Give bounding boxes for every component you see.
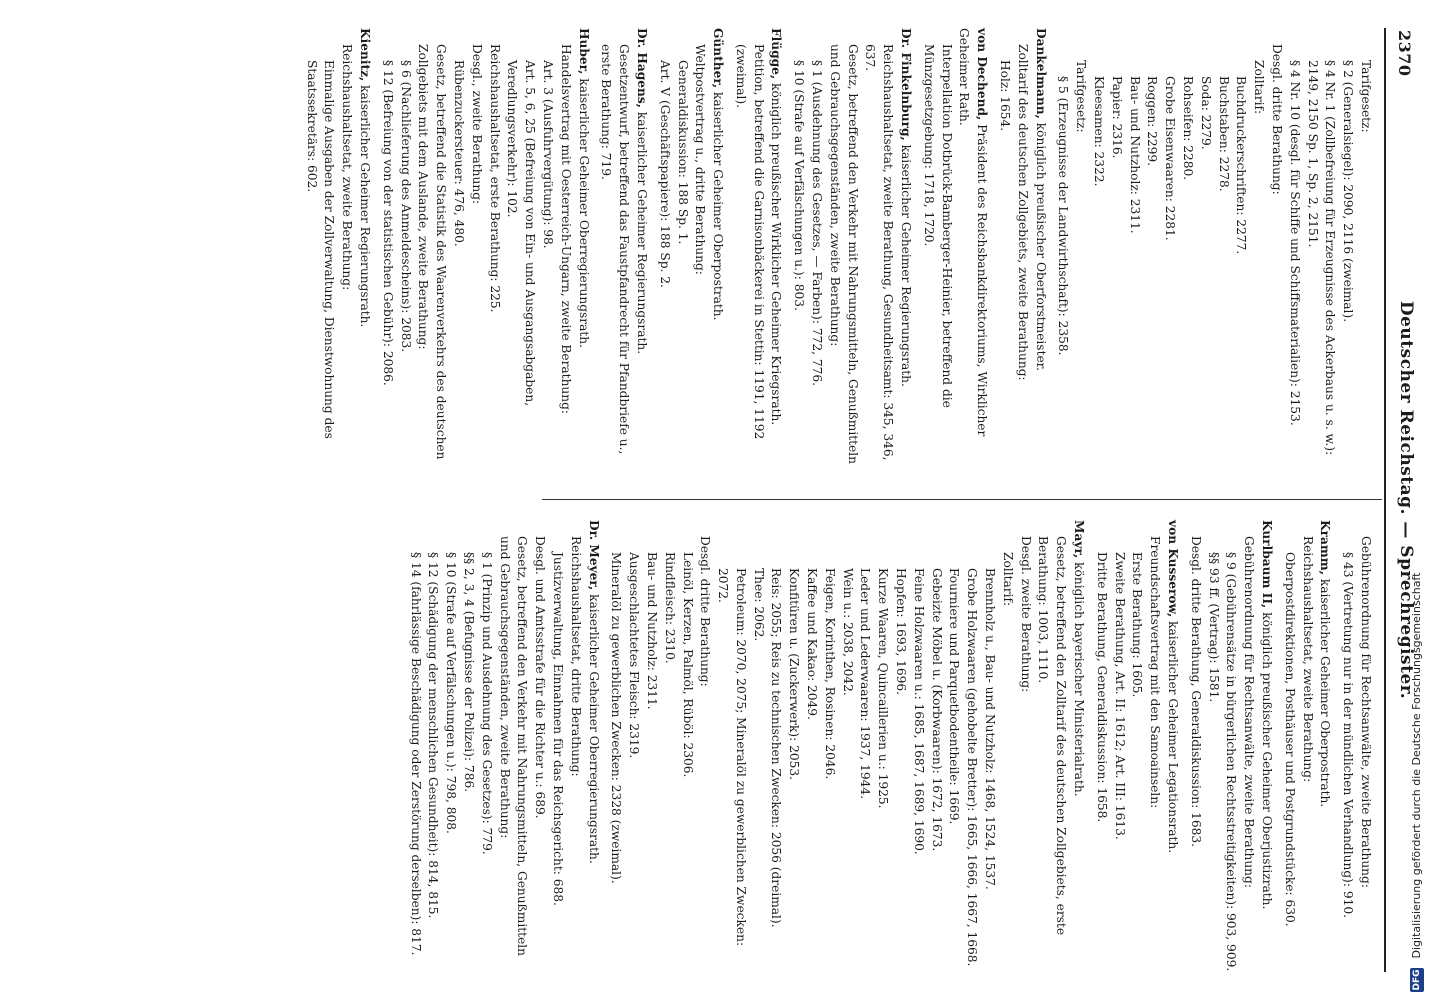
entry-text: Zolltarif:: [1000, 552, 1015, 607]
entry-text: Rübenzuckersteuer: 476, 480.: [451, 60, 466, 247]
reference-line: [998, 520, 1016, 972]
reference-line: [1214, 28, 1232, 480]
entry-text: Gesetz, betreffend den Verkehr mit Nahrungsmitteln, Genußmitteln und Gebrauchsgegenständen, zweite Berathung:: [497, 536, 530, 956]
entry-text: Kleesamen: 2322.: [1092, 76, 1107, 187]
reference-line: [691, 28, 709, 480]
entry-text: Einmalige Ausgaben der Zollverwaltung, Dienstwohnung des Staatssekretärs: 602.: [304, 60, 337, 439]
speaker-entry: [1163, 520, 1181, 972]
reference-line: [548, 520, 566, 972]
entry-text: Feigen, Korinthen, Rosinen: 2046.: [822, 568, 837, 780]
entry-text: Kurze Waaren, Quincaillerien u.: 1925.: [876, 568, 891, 809]
entry-text: §§ 93 ff. (Vertrag): 1581.: [1206, 552, 1221, 703]
reference-line: [1356, 28, 1374, 480]
entry-text: kaiserlicher Geheimer Oberpostrath.: [1318, 578, 1333, 808]
entry-text: Zolltarif:: [1252, 60, 1267, 115]
entry-text: Reichshaushaltsetat, zweite Berathung, Gesundheitsamt: 345, 346, 637.: [863, 44, 896, 461]
entry-text: Handelsvertrag mit Oesterreich-Ungarn, zweite Berathung:: [558, 44, 573, 415]
reference-line: [1186, 520, 1204, 972]
right-column: [406, 520, 1374, 972]
reference-line: [802, 520, 820, 972]
entry-text: Art. 3 (Ausfuhrvergütung): 98.: [540, 60, 555, 249]
speaker-name: Kienitz,: [357, 28, 372, 82]
reference-line: [1249, 28, 1267, 480]
entry-text: § 43 (Vertretung nur in der mündlichen Verhandlung): 910.: [1341, 552, 1356, 918]
entry-text: Justizverwaltung, Einnahmen für das Reichsgericht: 688.: [550, 552, 565, 906]
entry-text: Oberpostdirektionen, Posthäuser und Postgrundstücke: 630.: [1282, 552, 1297, 927]
entry-text: Art. V (Geschäftspapiere): 188 Sp. 2.: [657, 60, 672, 288]
reference-line: [1143, 28, 1161, 480]
speaker-name: Dr. Finkelnburg,: [899, 28, 914, 141]
page-number: 2370: [1395, 30, 1414, 77]
speaker-entry: [1257, 520, 1275, 972]
reference-line: [856, 520, 874, 972]
reference-line: [891, 520, 909, 972]
entry-text: Reichshaushaltsetat, dritte Berathung:: [568, 536, 583, 777]
reference-line: [538, 28, 556, 480]
speaker-entry: [1316, 520, 1334, 972]
entry-text: königlich preußischer Wirklicher Geheimer Kriegsrath.: [769, 83, 784, 426]
reference-line: [1356, 520, 1374, 972]
entry-text: Petroleum: 2070, 2075; Mineralöl zu gewerblichen Zwecken: 2072.: [716, 568, 748, 947]
reference-line: [1160, 28, 1178, 480]
entry-text: Ausgeschlachtetes Fleisch: 2319.: [627, 552, 642, 759]
entry-text: Bau- und Nutzholz: 2311.: [1127, 76, 1142, 234]
reference-line: [1222, 520, 1240, 972]
entry-text: Grobe Eisenwaaren: 2281.: [1163, 76, 1178, 241]
reference-line: [1054, 28, 1072, 480]
entry-text: § 14 (fahrlässige Beschädigung oder Zerstörung derselben): 817.: [408, 552, 423, 956]
entry-text: § 10 (Strafe auf Verfälschungen u.): 803.: [792, 60, 807, 311]
speaker-entry: [355, 28, 373, 480]
entry-text: Gebührenordnung für Rechtsanwälte, zweite Berathung:: [1242, 536, 1257, 888]
entry-text: Brennholz u., Bau- und Nutzholz: 1468, 1524, 1537.: [983, 568, 998, 890]
reference-line: [1092, 520, 1110, 972]
left-column: [302, 28, 1374, 480]
entry-text: Reis: 2055; Reis zu technischen Zwecken: 2056 (dreimal).: [769, 568, 784, 928]
speaker-entry: [1031, 28, 1049, 480]
entry-text: Tarifgesetz:: [1359, 60, 1373, 133]
speaker-name: von Kusserow,: [1166, 520, 1181, 618]
entry-text: § 4 Nr. 1 (Zollbefreiung für Erzeugnisse des Ackerbaus u. s. w.): 2149, 2150 Sp. 1, Sp. 2, 2151.: [1305, 60, 1338, 456]
entry-text: Hopfen: 1693, 1696.: [894, 568, 909, 695]
speaker-entry: [767, 28, 785, 480]
reference-line: [414, 28, 450, 480]
reference-line: [1071, 28, 1089, 480]
reference-line: [424, 520, 442, 972]
reference-line: [861, 28, 897, 480]
speaker-name: Dr. Meyer,: [586, 520, 601, 591]
reference-line: [838, 520, 856, 972]
entry-text: Reichshaushaltsetat, erste Berathung: 225.: [487, 44, 502, 313]
entry-spacer: [602, 520, 607, 972]
speaker-name: Kramm,: [1318, 520, 1333, 575]
entry-text: Kaffee und Kakao: 2049.: [805, 568, 820, 720]
reference-line: [731, 28, 767, 480]
reference-line: [945, 520, 963, 972]
reference-line: [485, 28, 503, 480]
reference-line: [655, 28, 673, 480]
entry-text: Tarifgesetz:: [1074, 60, 1089, 133]
reference-line: [503, 28, 539, 480]
entry-text: Thee: 2062.: [751, 568, 766, 642]
reference-line: [396, 28, 414, 480]
reference-line: [660, 520, 678, 972]
entry-text: § 6 (Nachlieferung des Anmeldescheins): 2083.: [398, 60, 413, 353]
entry-text: königlich preußischer Geheimer Oberjustizrath.: [1260, 612, 1275, 910]
entry-text: Soda: 2279.: [1198, 76, 1213, 150]
reference-line: [807, 28, 825, 480]
reference-line: [467, 28, 485, 480]
reference-line: [1338, 28, 1356, 480]
entry-text: königlich bayerischer Ministerialrath.: [1072, 562, 1087, 797]
footer-text: Digitalisierung gefördert durch die Deutsche Forschungsgemeinschaft: [1410, 572, 1423, 959]
reference-line: [1107, 28, 1125, 480]
entry-text: Dritte Berathung, Generaldiskussion: 1658.: [1094, 552, 1109, 823]
speaker-name: Dankelmann,: [1033, 28, 1048, 119]
reference-line: [1204, 520, 1222, 972]
entry-text: kaiserlicher Geheimer Regierungsrath.: [357, 85, 372, 328]
entry-text: Gesetz, betreffend die Statistik des Waarenverkehrs des deutschen Zollgebiets mit dem Auslande, zweite Berathung:: [416, 44, 449, 460]
entry-text: § 1 (Prinzip und Ausdehnung des Gesetzes): 779.: [479, 552, 494, 855]
column-divider: [542, 499, 1382, 500]
entry-text: Rohseifen: 2280.: [1181, 76, 1196, 181]
entry-text: Feine Holzwaaren u.: 1685, 1687, 1689, 1690.: [911, 568, 926, 855]
entry-text: Gesetz, betreffend den Verkehr mit Nahrungsmitteln, Genußmitteln und Gebrauchsgegenständen, zweite Berathung:: [827, 44, 860, 464]
dfg-logo: DFG: [1412, 969, 1422, 991]
speaker-name: Dr. Hagens,: [634, 28, 649, 109]
speaker-entry: [632, 28, 650, 480]
entry-text: Freundschaftsvertrag mit den Samoainseln:: [1148, 536, 1163, 809]
reference-line: [530, 520, 548, 972]
entry-text: Gesetz, betreffend den Zolltarif des deutschen Zollgebiets, erste Berathung: 1003, 1110.: [1036, 536, 1069, 936]
reference-line: [1280, 520, 1298, 972]
reference-line: [1034, 520, 1070, 972]
reference-line: [1089, 28, 1107, 480]
reference-line: [980, 520, 998, 972]
entry-text: Desgl. zweite Berathung:: [1018, 536, 1033, 693]
reference-line: [749, 520, 767, 972]
entry-spacer: [1049, 28, 1054, 480]
speaker-name: Günther,: [711, 28, 726, 89]
entry-text: Buchstaben: 2278.: [1216, 76, 1231, 192]
entry-text: Rindfleisch: 2310.: [662, 552, 677, 664]
entry-text: Interpellation Dotbrück-Bamberger-Heinier, betreffend die Münzgesetzgebung: 1718, 1720.: [921, 44, 954, 408]
reference-line: [767, 520, 785, 972]
entry-text: Desgl., zweite Berathung:: [469, 44, 484, 205]
reference-line: [1298, 520, 1316, 972]
reference-line: [624, 520, 642, 972]
reference-line: [785, 520, 803, 972]
entry-text: Konfitüren u. (Zuckerwerk): 2053.: [787, 568, 802, 781]
speaker-name: von Dechend,: [975, 28, 990, 121]
entry-text: § 12 (Befreiung von der statistischen Gebühr): 2086.: [380, 60, 395, 386]
reference-line: [1145, 520, 1163, 972]
entry-text: § 5 (Erzeugnisse der Landwirthschaft): 2358.: [1056, 76, 1071, 356]
speaker-entry: [955, 28, 991, 480]
entry-text: Gesetzentwurf, betreffend das Faustpfandrecht für Pfandbriefe u., erste Berathung: 719.: [599, 44, 632, 455]
reference-line: [607, 520, 625, 972]
entry-text: § 2 (Generalsiegel): 2090, 2116 (zweimal).: [1341, 60, 1356, 323]
entry-text: Grobe Holzwaaren (gehobelte Bretter): 1665, 1666, 1667, 1668.: [965, 568, 980, 967]
entry-text: kaiserlicher Geheimer Legationsrath.: [1166, 621, 1181, 854]
entry-text: § 4 Nr. 10 (desgl. für Schiffe und Schiffsmaterialien): 2153.: [1287, 60, 1302, 426]
entry-text: Desgl. und Amtsstrafe für die Richter u.: 689.: [533, 536, 548, 819]
entry-text: Zolltarif des deutschen Zollgebiets, zweite Berathung:: [1015, 44, 1030, 381]
reference-line: [1267, 28, 1285, 480]
reference-line: [337, 28, 355, 480]
reference-line: [995, 28, 1013, 480]
speaker-entry: [896, 28, 914, 480]
entry-text: Mineralöl zu gewerblichen Zwecken: 2328 (zweimal).: [609, 552, 624, 884]
reference-line: [1338, 520, 1356, 972]
entry-text: § 12 (Schädigung der menschlichen Gesundheit): 814, 815.: [426, 552, 441, 919]
reference-line: [919, 28, 955, 480]
reference-line: [962, 520, 980, 972]
reference-line: [678, 520, 696, 972]
reference-line: [909, 520, 927, 972]
entry-text: Petition, betreffend die Garnisonbäckerei in Stettin: 1191, 1192 (zweimal).: [733, 44, 766, 440]
header-rule: [1384, 28, 1386, 972]
entry-text: Leder und Lederwaaren: 1937, 1944.: [858, 568, 873, 800]
speaker-entry: [708, 28, 726, 480]
speaker-name: Kurlbaum II,: [1260, 520, 1275, 609]
entry-text: Gebührenordnung für Rechtsanwälte, zweite Berathung:: [1359, 536, 1373, 888]
reference-line: [597, 28, 633, 480]
entry-text: Papier: 2316.: [1109, 76, 1124, 159]
entry-text: Roggen: 2299.: [1145, 76, 1160, 167]
reference-line: [495, 520, 531, 972]
entry-text: Buchdruckerschriften: 2277.: [1234, 76, 1249, 255]
reference-line: [1239, 520, 1257, 972]
entry-text: Holz: 1654.: [998, 60, 1013, 132]
entry-text: königlich preußischer Oberforstmeister.: [1033, 122, 1048, 372]
entry-text: §§ 2, 3, 4 (Befugnisse der Polizei): 786.: [461, 552, 476, 793]
reference-line: [1125, 28, 1143, 480]
reference-line: [378, 28, 396, 480]
entry-text: Erste Berathung: 1605.: [1130, 552, 1145, 698]
reference-line: [790, 28, 808, 480]
reference-line: [1232, 28, 1250, 480]
running-head: Deutscher Reichstag. — Sprechregister.: [1396, 300, 1416, 700]
reference-line: [1110, 520, 1128, 972]
reference-line: [477, 520, 495, 972]
entry-text: kaiserlicher Geheimer Oberregierungsrath.: [586, 594, 601, 864]
speaker-entry: [1069, 520, 1087, 972]
entry-text: kaiserlicher Geheimer Regierungsrath.: [634, 111, 649, 355]
entry-text: Präsident des Reichsbankdirektoriums, Wirklicher Geheimer Rath.: [957, 28, 990, 437]
reference-line: [825, 28, 861, 480]
reference-line: [556, 28, 574, 480]
entry-text: Zweite Berathung, Art. II: 1612; Art. III: 1613.: [1112, 552, 1127, 840]
reference-line: [1128, 520, 1146, 972]
reference-line: [873, 520, 891, 972]
speaker-name: Huber,: [576, 28, 591, 75]
entry-text: Gebeizte Möbel u. (Korbwaaren): 1672, 1673.: [929, 568, 944, 852]
entry-text: kaiserlicher Geheimer Regierungsrath.: [899, 144, 914, 387]
digitization-footer: [1404, 0, 1430, 1000]
reference-line: [1285, 28, 1303, 480]
reference-line: [566, 520, 584, 972]
entry-text: Desgl. dritte Berathung:: [698, 536, 713, 687]
entry-text: Bau- und Nutzholz: 2311.: [644, 552, 659, 710]
entry-text: Reichshaushaltsetat, zweite Berathung:: [340, 44, 355, 291]
reference-line: [406, 520, 424, 972]
entry-text: kaiserlicher Geheimer Oberpostrath.: [711, 92, 726, 321]
entry-text: § 9 (Gebührensätze in bürgerlichen Rechtsstreitigkeiten): 903, 909.: [1224, 552, 1239, 972]
reference-line: [713, 520, 749, 972]
reference-line: [459, 520, 477, 972]
entry-text: kaiserlicher Geheimer Oberregierungsrath.: [576, 78, 591, 348]
reference-line: [927, 520, 945, 972]
entry-text: Fourniere und Parquetbodentheile: 1669.: [947, 568, 962, 825]
speaker-entry: [584, 520, 602, 972]
entry-text: Desgl. dritte Berathung, Generaldiskussion: 1683.: [1188, 536, 1203, 848]
reference-line: [696, 520, 714, 972]
speaker-entry: [574, 28, 592, 480]
reference-line: [1016, 520, 1034, 972]
reference-line: [642, 520, 660, 972]
speaker-name: Flügge,: [769, 28, 784, 80]
entry-text: Art. 5, 6, 25 (Befreiung von Ein- und Ausgangsabgaben, Veredlungsverkehr): 102.: [505, 60, 538, 407]
reference-line: [1178, 28, 1196, 480]
entry-text: Weltpostvertrag u., dritte Berathung:: [693, 44, 708, 275]
reference-line: [302, 28, 338, 480]
reference-line: [449, 28, 467, 480]
entry-text: § 1 (Ausdehnung des Gesetzes, — Farben): 772, 776.: [810, 60, 825, 386]
reference-line: [820, 520, 838, 972]
entry-text: Generaldiskussion: 188 Sp. 1.: [675, 60, 690, 245]
entry-text: Desgl. dritte Berathung:: [1270, 44, 1285, 195]
entry-text: § 10 (Strafe auf Verfälschungen u.): 798, 808.: [444, 552, 459, 834]
reference-line: [1013, 28, 1031, 480]
reference-line: [1303, 28, 1339, 480]
reference-line: [1196, 28, 1214, 480]
entry-text: Reichshaushaltsetat, zweite Berathung:: [1300, 536, 1315, 783]
entry-text: Wein u.: 2038, 2042.: [840, 568, 855, 696]
reference-line: [673, 28, 691, 480]
entry-text: Leinöl, Kerzen, Palmöl, Rüböl: 2306.: [680, 552, 695, 778]
reference-line: [441, 520, 459, 972]
speaker-name: Mayr,: [1072, 520, 1087, 559]
